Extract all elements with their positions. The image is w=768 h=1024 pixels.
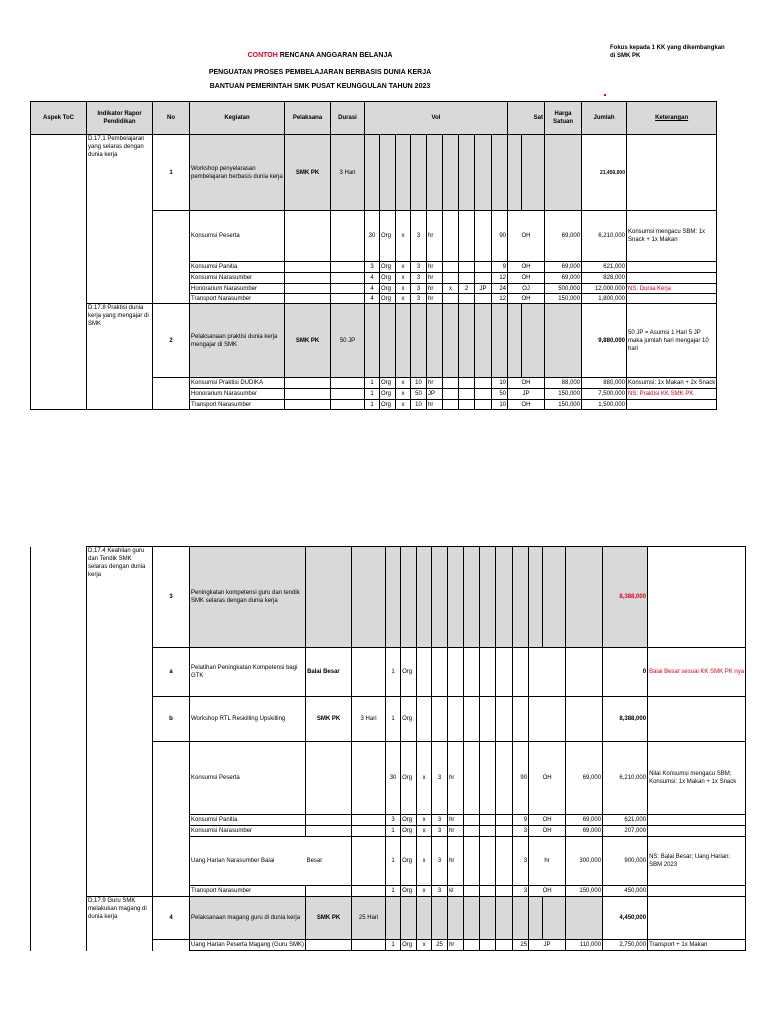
budget-title: CONTOH RENCANA ANGGARAN BELANJA xyxy=(247,52,393,59)
unit-cell: Org xyxy=(401,815,417,826)
kegiatan-cell: Konsumsi Panitia xyxy=(190,262,285,273)
kegiatan-cell: Konsumsi Peserta xyxy=(190,742,306,815)
vol-cell: 1 xyxy=(365,378,380,389)
sat-cell: OH xyxy=(508,378,545,389)
no-cell: 3 xyxy=(153,547,190,648)
kegiatan-cell: Pelaksanaan magang guru di dunia kerja xyxy=(190,897,306,940)
vol-cell: 3 xyxy=(411,284,427,294)
kegiatan-cell: Uang Harian Narasumber Balai xyxy=(190,837,306,886)
x-cell: x xyxy=(396,262,411,273)
vol-cell: 1 xyxy=(386,837,401,886)
harga-cell: 69,000 xyxy=(545,262,582,273)
pelaksana-cell: SMK PK xyxy=(285,135,331,211)
harga-cell: 69,000 xyxy=(545,211,582,262)
kegiatan-cell: Pelaksanaan praktisi dunia kerja mengajar di SMK xyxy=(190,304,285,378)
total-cell: 3 xyxy=(513,837,529,886)
vol-cell: 1 xyxy=(386,886,401,897)
keterangan-cell: Konsumsi: 1x Makan + 2x Snack xyxy=(627,378,717,389)
harga-cell: 69,000 xyxy=(566,742,603,815)
jumlah-cell: 621,000 xyxy=(582,262,627,273)
vol-cell: 1 xyxy=(386,648,401,697)
kegiatan-cell: Konsumsi Praktisi DUDIKA xyxy=(190,378,285,389)
x-cell: x xyxy=(396,284,411,294)
vol-cell: 10 xyxy=(411,378,427,389)
no-cell: 4 xyxy=(153,897,190,940)
kegiatan-cell: Honorarium Narasumber xyxy=(190,284,285,294)
vol-cell: 4 xyxy=(365,273,380,284)
vol-cell: 3 xyxy=(432,742,448,815)
jumlah-cell: 7,500,000 xyxy=(582,389,627,400)
jumlah-cell: 6,210,000 xyxy=(582,211,627,262)
kegiatan-cell: Uang Harian Peserta Magang (Guru SMK) xyxy=(190,940,306,951)
no-cell: 2 xyxy=(153,304,190,378)
kegiatan-cell: Transport Narasumber xyxy=(190,294,285,304)
kegiatan-cell: Transport Narasumber xyxy=(190,886,306,897)
vol-cell: 3 xyxy=(386,815,401,826)
total-cell: 10 xyxy=(492,400,508,410)
harga-cell: 69,000 xyxy=(566,826,603,837)
vol-cell: 1 xyxy=(386,826,401,837)
unit-cell: hr xyxy=(427,211,443,262)
harga-cell: 150,000 xyxy=(566,886,603,897)
vol-cell: 3 xyxy=(365,262,380,273)
x-cell: x xyxy=(396,378,411,389)
no-cell: 1 xyxy=(153,135,190,211)
col-pelaksana: Pelaksana xyxy=(285,102,331,135)
x-cell: x xyxy=(417,826,432,837)
unit-cell: Org xyxy=(401,697,417,742)
total-cell: 50 xyxy=(492,389,508,400)
x-cell: x xyxy=(417,815,432,826)
x-cell: x xyxy=(417,886,432,897)
red-dot-mark xyxy=(604,94,606,96)
x-cell: x xyxy=(417,940,432,951)
kegiatan-cell: Workshop penyelarasan pembelajaran berbasis dunia kerja xyxy=(190,135,285,211)
jumlah-cell: 8,388,000 xyxy=(603,547,648,648)
vol-cell: 3 xyxy=(432,815,448,826)
durasi-cell: 3 Hari xyxy=(352,697,386,742)
unit-cell: hr xyxy=(427,378,443,389)
harga-cell: 110,000 xyxy=(566,940,603,951)
kegiatan-cell: Transport Narasumber xyxy=(190,400,285,410)
total-cell: 24 xyxy=(492,284,508,294)
keterangan-cell: Balai Besar sesuai KK SMK PK nya xyxy=(648,648,746,697)
no-cell: a xyxy=(153,648,190,697)
harga-cell: 69,000 xyxy=(566,815,603,826)
unit-cell: hr xyxy=(448,940,464,951)
sat-cell: OH xyxy=(529,886,566,897)
col-kegiatan: Kegiatan xyxy=(190,102,285,135)
col-indikator: Indikator Rapor Pendidikan xyxy=(87,102,153,135)
pelaksana-cell: SMK PK xyxy=(285,304,331,378)
x-cell: x xyxy=(443,284,459,294)
unit-cell: Org xyxy=(401,886,417,897)
sat-cell: OJ xyxy=(508,284,545,294)
sat-cell: OH xyxy=(529,815,566,826)
keterangan-cell: NS: Balai Besar; Uang Harian: SBM 2023 xyxy=(648,837,746,886)
total-cell: 90 xyxy=(513,742,529,815)
harga-cell: 150,000 xyxy=(545,400,582,410)
jumlah-cell: 1,500,000 xyxy=(582,400,627,410)
harga-cell: 300,000 xyxy=(566,837,603,886)
keterangan-cell: Konsumsi mengacu SBM: 1x Snack + 1x Makan xyxy=(627,211,717,262)
kegiatan-cell: Peningkatan kompetensi guru dan tendik SMK selaras dengan dunia kerja xyxy=(190,547,306,648)
vol-cell: 25 xyxy=(432,940,448,951)
jumlah-cell: 1,800,000 xyxy=(582,294,627,304)
kegiatan-cell: Konsumsi Panitia xyxy=(190,815,306,826)
kegiatan-cell: Pelatihan Peningkatan Kompetensi bagi GTK xyxy=(190,648,306,697)
col-durasi: Durasi xyxy=(331,102,365,135)
jumlah-cell: 6,210,000 xyxy=(603,742,648,815)
pelaksana-cell: Besar xyxy=(306,837,352,886)
vol-cell: 3 xyxy=(411,273,427,284)
unit-cell: Org xyxy=(380,262,396,273)
vol-cell: 30 xyxy=(386,742,401,815)
unit-cell: Org xyxy=(380,273,396,284)
vol-cell: 2 xyxy=(459,284,475,294)
sat-cell: OH xyxy=(508,400,545,410)
total-cell: 10 xyxy=(492,378,508,389)
col-no: No xyxy=(153,102,190,135)
vol-cell: 30 xyxy=(365,211,380,262)
jumlah-cell: 450,000 xyxy=(603,886,648,897)
indikator-cell: D.17.8 Praktisi dunia kerja yang mengajar di SMK xyxy=(87,304,153,410)
x-cell: x xyxy=(417,742,432,815)
sat-cell: JP xyxy=(508,389,545,400)
jumlah-cell: 2,750,000 xyxy=(603,940,648,951)
jumlah-cell: 9,880,000 xyxy=(582,304,627,378)
harga-cell: 150,000 xyxy=(545,294,582,304)
jumlah-cell: 8,388,000 xyxy=(603,697,648,742)
kegiatan-cell: Workshop RTL Reskilling Upskilling xyxy=(190,697,306,742)
keterangan-cell: NS: Dunia Kerja xyxy=(627,284,717,294)
col-vol: Vol xyxy=(365,102,508,135)
unit-cell: Org xyxy=(380,294,396,304)
indikator-cell: D.17.1 Pembelajaran yang selaras dengan dunia kerja xyxy=(87,135,153,304)
keterangan-cell: Transport + 1x Makan xyxy=(648,940,746,951)
jumlah-cell: 0 xyxy=(603,648,648,697)
col-harga: Harga Satuan xyxy=(545,102,582,135)
vol-cell: 1 xyxy=(386,940,401,951)
kegiatan-cell: Honorarium Narasumber xyxy=(190,389,285,400)
jumlah-cell: 880,000 xyxy=(582,378,627,389)
unit-cell: hr xyxy=(427,284,443,294)
unit-cell: hr xyxy=(448,837,464,886)
vol-cell: 1 xyxy=(365,389,380,400)
vol-cell: 50 xyxy=(411,389,427,400)
unit-cell: kl xyxy=(448,886,464,897)
unit-cell: hr xyxy=(427,294,443,304)
jumlah-cell: 12,000,000 xyxy=(582,284,627,294)
sat-cell: OH xyxy=(508,262,545,273)
x-cell: x xyxy=(396,273,411,284)
vol-cell: 3 xyxy=(411,262,427,273)
col-sat: Sat xyxy=(508,102,545,135)
col-aspek: Aspek ToC xyxy=(31,102,87,135)
harga-cell: 69,000 xyxy=(545,273,582,284)
jumlah-cell: 900,000 xyxy=(603,837,648,886)
durasi-cell: 25 Hari xyxy=(352,897,386,940)
jumlah-cell: 21,450,000 xyxy=(582,135,627,211)
unit-cell: Org xyxy=(380,389,396,400)
jumlah-cell: 4,450,000 xyxy=(603,897,648,940)
total-cell: 9 xyxy=(513,815,529,826)
pelaksana-cell: Balai Besar xyxy=(306,648,352,697)
unit-cell: Org xyxy=(380,211,396,262)
unit-cell: Org xyxy=(401,837,417,886)
x-cell: x xyxy=(417,837,432,886)
vol-cell: 3 xyxy=(411,294,427,304)
unit-cell: hr xyxy=(427,262,443,273)
keterangan-cell: NS: Praktisi KK SMK PK xyxy=(627,389,717,400)
unit-cell: Org xyxy=(380,378,396,389)
unit-cell: hr xyxy=(448,826,464,837)
budget-subtitle-1: PENGUATAN PROSES PEMBELAJARAN BERBASIS DUNIA KERJA xyxy=(208,69,432,76)
harga-cell: 500,000 xyxy=(545,284,582,294)
budget-table-2 xyxy=(30,546,746,951)
keterangan-cell: Nilai Konsumsi mengacu SBM; Konsumsi: 1x Makan + 1x Snack xyxy=(648,742,746,815)
indikator-cell: D.17.4 Keahlian guru dan Tendik SMK selaras dengan dunia kerja xyxy=(87,547,153,897)
sat-cell: hr xyxy=(529,837,566,886)
total-cell: 12 xyxy=(492,273,508,284)
no-cell: b xyxy=(153,697,190,742)
vol-cell: 3 xyxy=(432,886,448,897)
x-cell: x xyxy=(396,294,411,304)
sat-cell: OH xyxy=(529,742,566,815)
sat-cell: OH xyxy=(508,294,545,304)
vol-cell: 3 xyxy=(411,211,427,262)
unit-cell: Org xyxy=(401,742,417,815)
kegiatan-cell: Konsumsi Narasumber xyxy=(190,273,285,284)
unit-cell: Org xyxy=(380,400,396,410)
budget-subtitle-2: BANTUAN PEMERINTAH SMK PUSAT KEUNGGULAN TAHUN 2023 xyxy=(209,83,431,90)
jumlah-cell: 828,000 xyxy=(582,273,627,284)
harga-cell: 88,000 xyxy=(545,378,582,389)
total-cell: 3 xyxy=(513,826,529,837)
jumlah-cell: 207,000 xyxy=(603,826,648,837)
aspek-cell xyxy=(31,547,87,951)
durasi-cell: 3 Hari xyxy=(331,135,365,211)
aspek-cell xyxy=(31,135,87,410)
unit-cell: hr xyxy=(427,273,443,284)
vol-cell: 4 xyxy=(365,294,380,304)
unit-cell: JP xyxy=(427,389,443,400)
col-keterangan: Keterangan xyxy=(627,102,717,135)
vol-cell: 4 xyxy=(365,284,380,294)
unit-cell: hr xyxy=(448,742,464,815)
sat-cell: OH xyxy=(508,273,545,284)
total-cell: 9 xyxy=(492,262,508,273)
total-cell: 3 xyxy=(513,886,529,897)
harga-cell: 150,000 xyxy=(545,389,582,400)
unit-cell: Org xyxy=(380,284,396,294)
unit-cell: JP xyxy=(475,284,492,294)
x-cell: x xyxy=(396,211,411,262)
vol-cell: 1 xyxy=(386,697,401,742)
kegiatan-cell: Konsumsi Peserta xyxy=(190,211,285,262)
x-cell: x xyxy=(396,400,411,410)
vol-cell: 10 xyxy=(411,400,427,410)
budget-table-1 xyxy=(30,101,717,410)
sat-cell: JP xyxy=(529,940,566,951)
sat-cell: OH xyxy=(529,826,566,837)
total-cell: 12 xyxy=(492,294,508,304)
sat-cell: OH xyxy=(508,211,545,262)
fokus-note: Fokus kepada 1 KK yang dikembangkan di SMK PK xyxy=(610,45,725,59)
kegiatan-cell: Konsumsi Narasumber xyxy=(190,826,306,837)
unit-cell: Org xyxy=(401,648,417,697)
unit-cell: Org xyxy=(401,826,417,837)
total-cell: 25 xyxy=(513,940,529,951)
pelaksana-cell: SMK PK xyxy=(306,697,352,742)
unit-cell: hr xyxy=(448,815,464,826)
jumlah-cell: 621,000 xyxy=(603,815,648,826)
unit-cell: hr xyxy=(427,400,443,410)
durasi-cell: 50 JP xyxy=(331,304,365,378)
pelaksana-cell: SMK PK xyxy=(306,897,352,940)
unit-cell: Org xyxy=(401,940,417,951)
vol-cell: 3 xyxy=(432,826,448,837)
vol-cell: 3 xyxy=(432,837,448,886)
x-cell: x xyxy=(396,389,411,400)
indikator-cell: D.17.9 Guru SMK melakukan magang di dunia kerja xyxy=(87,897,153,951)
total-cell: 90 xyxy=(492,211,508,262)
keterangan-cell: 50 JP = Asumsi 1 Hari 5 JP maka jumlah hari mengajar 10 hari xyxy=(627,304,717,378)
col-jumlah: Jumlah xyxy=(582,102,627,135)
vol-cell: 1 xyxy=(365,400,380,410)
